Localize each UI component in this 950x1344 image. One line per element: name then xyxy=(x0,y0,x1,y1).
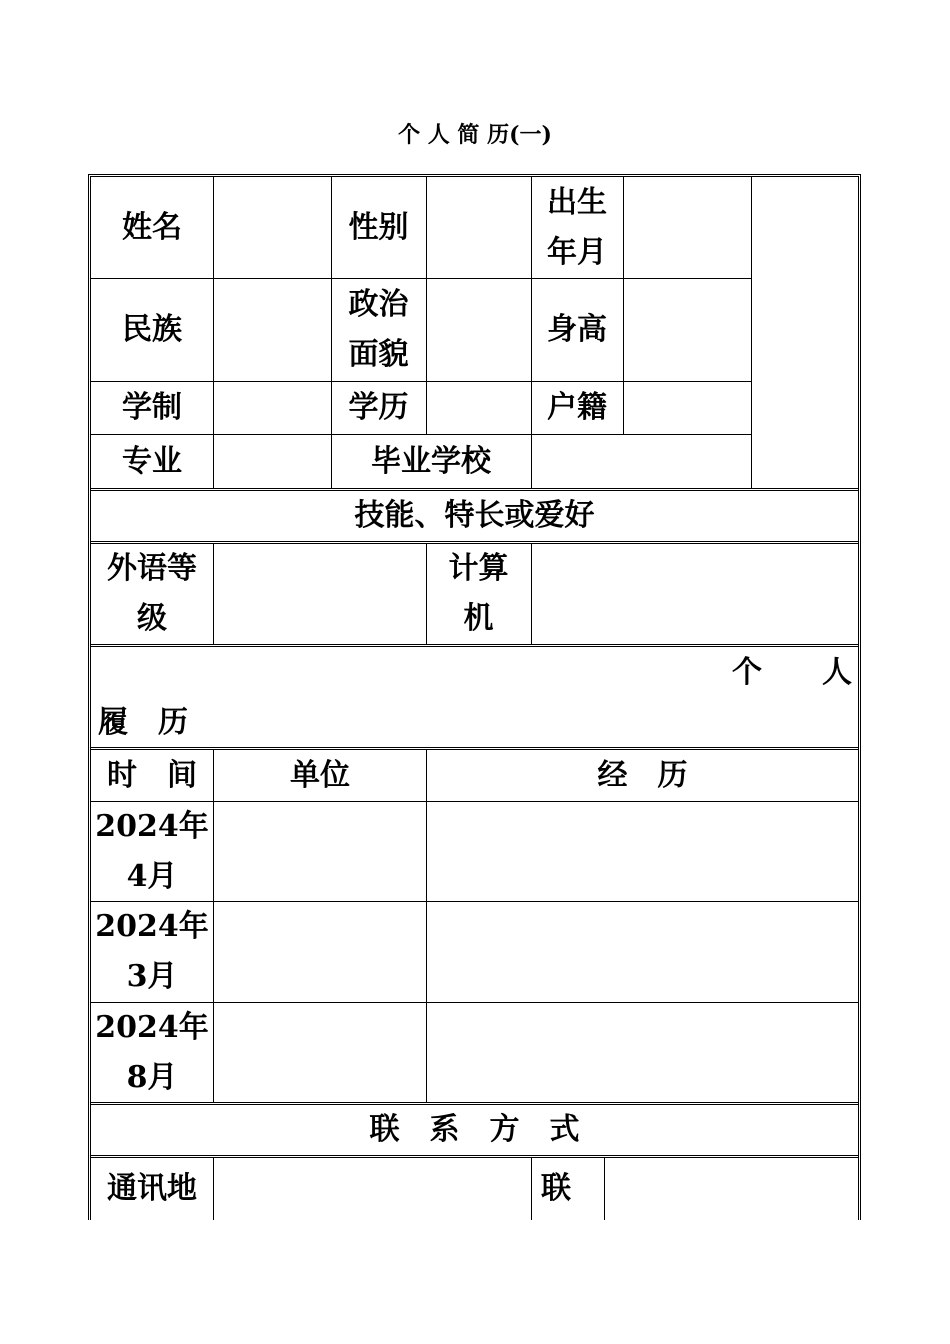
table-row-time xyxy=(91,1003,213,1102)
time-year: 2024年 xyxy=(95,808,209,844)
contact-heading: 联 系 方 式 xyxy=(369,1112,580,1147)
unit-column-header: 单位 xyxy=(290,757,350,793)
computer-label-line-2: 机 xyxy=(463,601,494,636)
phone-field[interactable] xyxy=(605,1158,858,1220)
political-field[interactable] xyxy=(427,279,531,381)
gender-field[interactable] xyxy=(427,178,531,278)
school-label: 毕业学校 xyxy=(371,443,491,479)
unit-field[interactable] xyxy=(214,1003,426,1102)
experience-field[interactable] xyxy=(427,1003,858,1102)
height-label: 身高 xyxy=(547,312,607,347)
section-divider xyxy=(91,644,858,647)
school-field[interactable] xyxy=(532,435,751,488)
experience-column-header: 经 历 xyxy=(597,757,688,793)
experience-field[interactable] xyxy=(427,802,858,901)
name-label: 姓名 xyxy=(122,210,182,245)
resume-heading-line-2: 履 历 xyxy=(98,705,188,740)
household-field[interactable] xyxy=(624,382,751,434)
political-label-line-2: 面貌 xyxy=(348,337,409,372)
gender-label: 性别 xyxy=(348,210,409,245)
photo-box[interactable] xyxy=(752,178,858,488)
household-label: 户籍 xyxy=(547,390,607,425)
birth-field[interactable] xyxy=(624,178,751,278)
height-field[interactable] xyxy=(624,279,751,381)
skills-heading: 技能、特长或爱好 xyxy=(354,498,595,533)
birth-label xyxy=(531,178,623,278)
time-month: 3月 xyxy=(126,959,178,994)
computer-field[interactable] xyxy=(532,544,858,644)
political-label-line-1: 政治 xyxy=(348,287,409,322)
phone-label: 联 xyxy=(541,1171,571,1206)
birth-label-line-2: 年月 xyxy=(547,235,607,270)
time-year: 2024年 xyxy=(95,909,209,944)
unit-field[interactable] xyxy=(214,802,426,901)
address-label: 通讯地 xyxy=(107,1171,197,1206)
computer-label-line-1: 计算 xyxy=(448,551,509,586)
computer-label xyxy=(426,544,531,644)
language-label-line-1: 外语等 xyxy=(107,551,197,586)
resume-heading-line-1: 个 人 xyxy=(732,655,852,690)
ethnicity-label: 民族 xyxy=(122,312,182,347)
schooling-field[interactable] xyxy=(214,382,331,434)
table-row-time xyxy=(91,802,213,901)
experience-field[interactable] xyxy=(427,902,858,1002)
address-field[interactable] xyxy=(214,1158,531,1220)
schooling-label: 学制 xyxy=(122,390,182,425)
major-field[interactable] xyxy=(214,435,331,488)
language-label-line-2: 级 xyxy=(137,601,167,636)
language-field[interactable] xyxy=(214,544,426,644)
education-field[interactable] xyxy=(427,382,531,434)
name-field[interactable] xyxy=(214,178,331,278)
language-label xyxy=(91,544,213,644)
time-month: 4月 xyxy=(126,858,178,894)
time-column-header: 时 间 xyxy=(107,757,197,793)
education-label: 学历 xyxy=(348,390,409,425)
time-month: 8月 xyxy=(126,1059,178,1095)
unit-field[interactable] xyxy=(214,902,426,1002)
political-label xyxy=(331,279,426,381)
table-row-time xyxy=(91,902,213,1002)
time-year: 2024年 xyxy=(95,1009,209,1045)
ethnicity-field[interactable] xyxy=(214,279,331,381)
birth-label-line-1: 出生 xyxy=(547,185,607,220)
major-label: 专业 xyxy=(122,443,182,479)
page-title: 个 人 简 历(一) xyxy=(398,122,552,148)
